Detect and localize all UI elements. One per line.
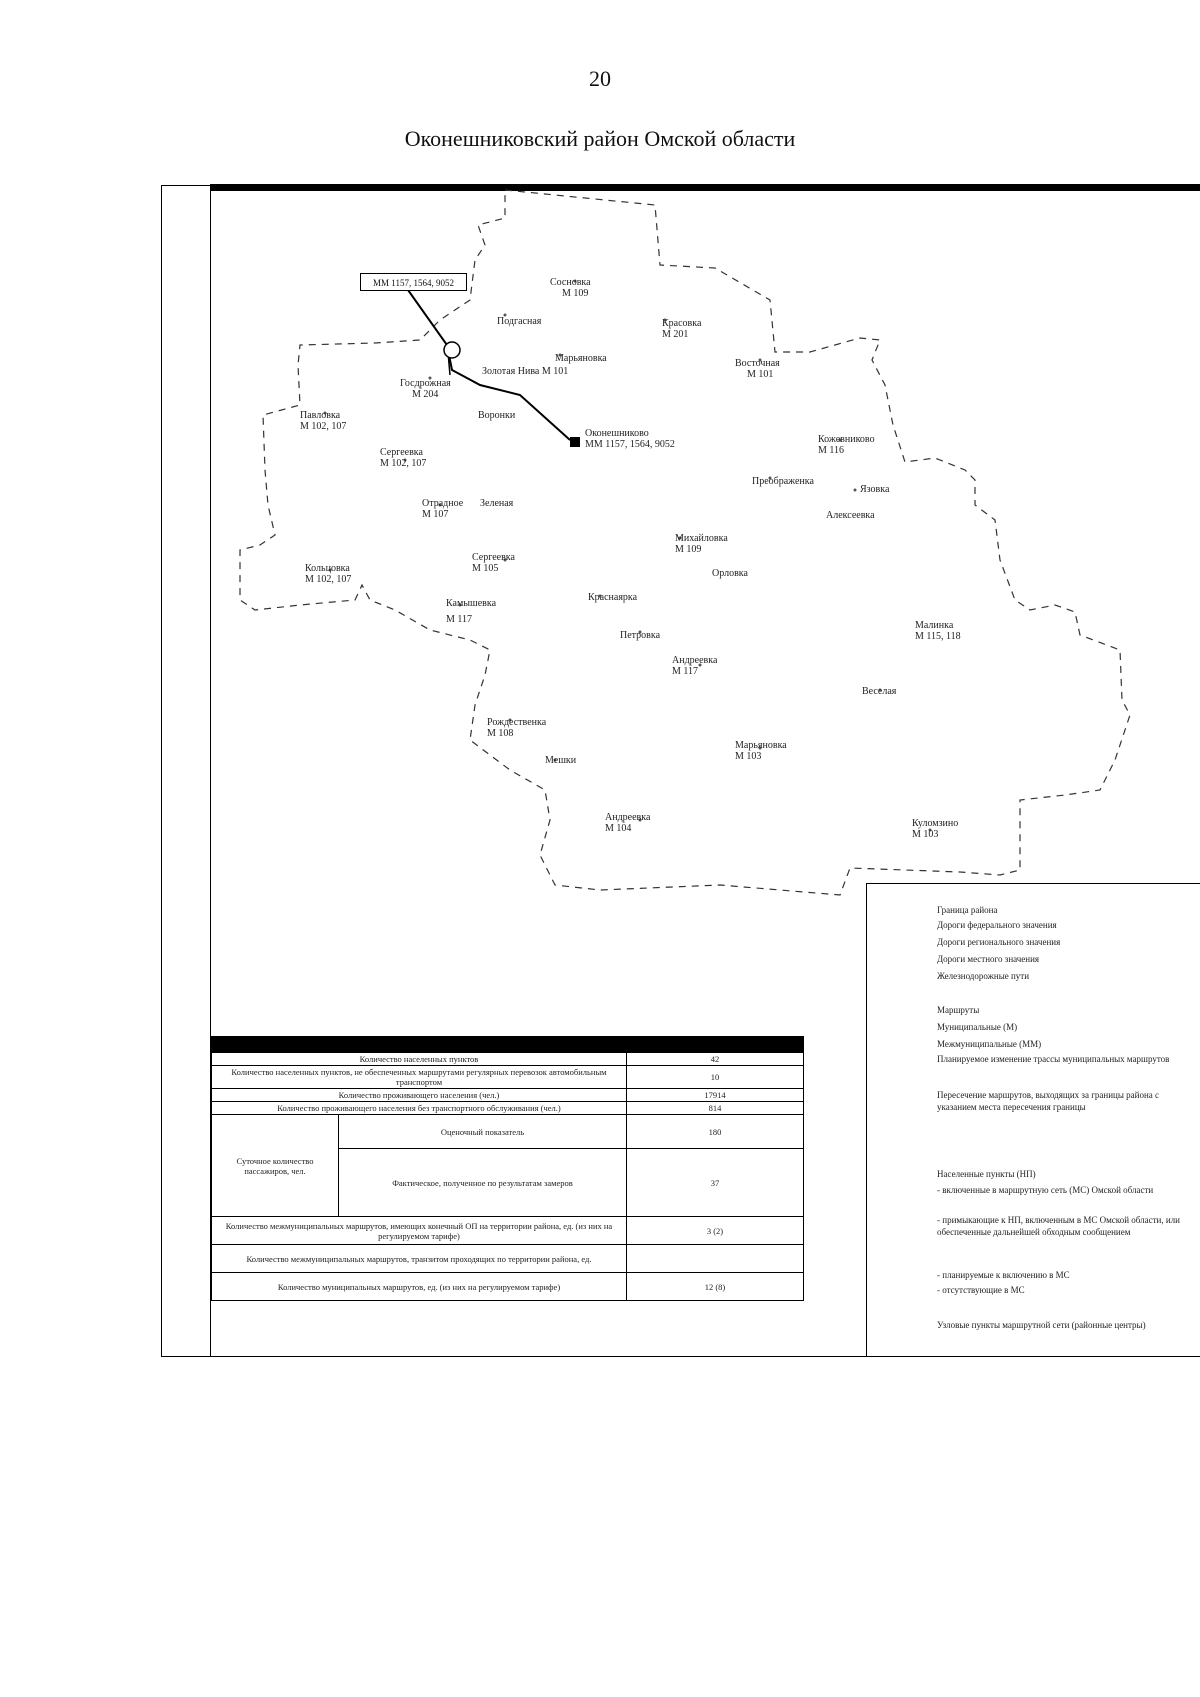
settlement-label: Зеленая xyxy=(480,498,514,509)
legend-item: Муниципальные (М) xyxy=(937,1022,1018,1032)
settlement-label: Восточная М 101 xyxy=(735,358,780,380)
table-row: Количество межмуниципальных маршрутов, имеющих конечный ОП на территории района, ед. (из них на регулируемом тарифе) 3 (2) xyxy=(212,1217,804,1245)
settlement-label: Малинка М 115, 118 xyxy=(915,620,961,642)
settlement-label: Сергеевка М 102, 107 xyxy=(380,447,427,469)
settlement-label: Краснаярка xyxy=(588,592,638,603)
legend-item: Дороги местного значения xyxy=(937,954,1040,964)
legend-heading: Маршруты xyxy=(937,1005,980,1015)
table-header-band xyxy=(212,1037,804,1053)
table-row: Суточное количество пассажиров, чел. Оценочный показатель 180 xyxy=(212,1115,804,1149)
map-legend xyxy=(866,883,1200,1357)
legend-item: Межмуниципальные (ММ) xyxy=(937,1039,1042,1049)
legend-item: Дороги федерального значения xyxy=(937,920,1057,930)
settlement-label: Алексеевка xyxy=(826,510,875,521)
settlement-label: Михайловка М 109 xyxy=(675,533,728,555)
settlement-label: Золотая Нива М 101 xyxy=(482,366,569,377)
settlement-label: Отрадное М 107 xyxy=(422,498,464,520)
table-row: Количество проживающего населения (чел.) 17914 xyxy=(212,1089,804,1102)
legend-item: - планируемые к включению в МС xyxy=(937,1270,1070,1280)
settlement-label: Марьяновка М 103 xyxy=(735,740,787,762)
settlement-label: Воронки xyxy=(478,410,516,421)
settlement-label: Рождественка М 108 xyxy=(487,717,547,739)
legend-item: Пересечение маршрутов, выходящих за границы района с указанием места пересечения границы xyxy=(937,1090,1159,1112)
settlement-label: Орловка xyxy=(712,568,748,579)
settlement-label: Сосновка М 109 xyxy=(550,277,591,299)
page-title: Оконешниковский район Омской области xyxy=(404,126,796,151)
settlement-label: Андреевка М 104 xyxy=(605,812,651,834)
settlement-label: Сергеевка М 105 xyxy=(472,552,515,574)
settlement-dots xyxy=(324,280,932,832)
legend-item: Граница района xyxy=(937,905,998,915)
settlement-label: Кожевниково М 116 xyxy=(818,434,875,456)
settlement-label: Павловка М 102, 107 xyxy=(300,410,347,432)
route-label-box: ММ 1157, 1564, 9052 xyxy=(360,273,467,291)
settlement-label: Андреевка М 117 xyxy=(672,655,718,677)
table-row: Количество межмуниципальных маршрутов, транзитом проходящих по территории района, ед. xyxy=(212,1245,804,1273)
district-stats-table xyxy=(211,1036,804,1301)
settlement-label: Марьяновка xyxy=(555,353,607,364)
settlement-label settlement-label-center: Оконешниково ММ 1157, 1564, 9052 xyxy=(585,428,675,450)
settlement-label: Язовка xyxy=(860,484,890,495)
page-number: 20 xyxy=(589,66,611,91)
settlement-label: Камышевка М 117 xyxy=(446,598,497,625)
route-crossing-marker xyxy=(444,342,460,358)
settlement-label: Подгасная xyxy=(497,316,542,327)
settlement-label: Петровка xyxy=(620,630,661,641)
table-row: Количество проживающего населения без транспортного обслуживания (чел.) 814 xyxy=(212,1102,804,1115)
legend-heading: Населенные пункты (НП) xyxy=(937,1169,1036,1179)
legend-item: Железнодорожные пути xyxy=(937,971,1030,981)
legend-item: Дороги регионального значения xyxy=(937,937,1061,947)
district-center-marker xyxy=(570,437,580,447)
settlement-label: Веселая xyxy=(862,686,897,697)
settlement-label: Мешки xyxy=(545,755,577,766)
legend-item: Узловые пункты маршрутной сети (районные центры) xyxy=(937,1320,1146,1330)
table-row: Количество населенных пунктов 42 xyxy=(212,1053,804,1066)
legend-item: - отсутствующие в МС xyxy=(937,1285,1025,1295)
settlement-label: Преображенка xyxy=(752,476,814,487)
settlement-label: Кольцовка М 102, 107 xyxy=(305,563,352,585)
legend-item: - примыкающие к НП, включенным в МС Омской области, или обеспеченные дальнейшей обходным сообщением xyxy=(937,1215,1180,1237)
legend-item: Планируемое изменение трассы муниципальных маршрутов xyxy=(937,1054,1170,1064)
settlement-label: Госдрожная М 204 xyxy=(400,378,451,400)
table-row: Фактическое, полученное по результатам замеров 37 xyxy=(212,1149,804,1217)
legend-item: - включенные в маршрутную сеть (МС) Омской области xyxy=(937,1185,1154,1195)
table-row: Количество населенных пунктов, не обеспеченных маршрутами регулярных перевозок автомобильным транспортом 10 xyxy=(212,1066,804,1089)
settlement-label: Куломзино М 103 xyxy=(912,818,959,840)
table-row: Количество муниципальных маршрутов, ед. (из них на регулируемом тарифе) 12 (8) xyxy=(212,1273,804,1301)
settlement-label: Красовка М 201 xyxy=(662,318,702,340)
